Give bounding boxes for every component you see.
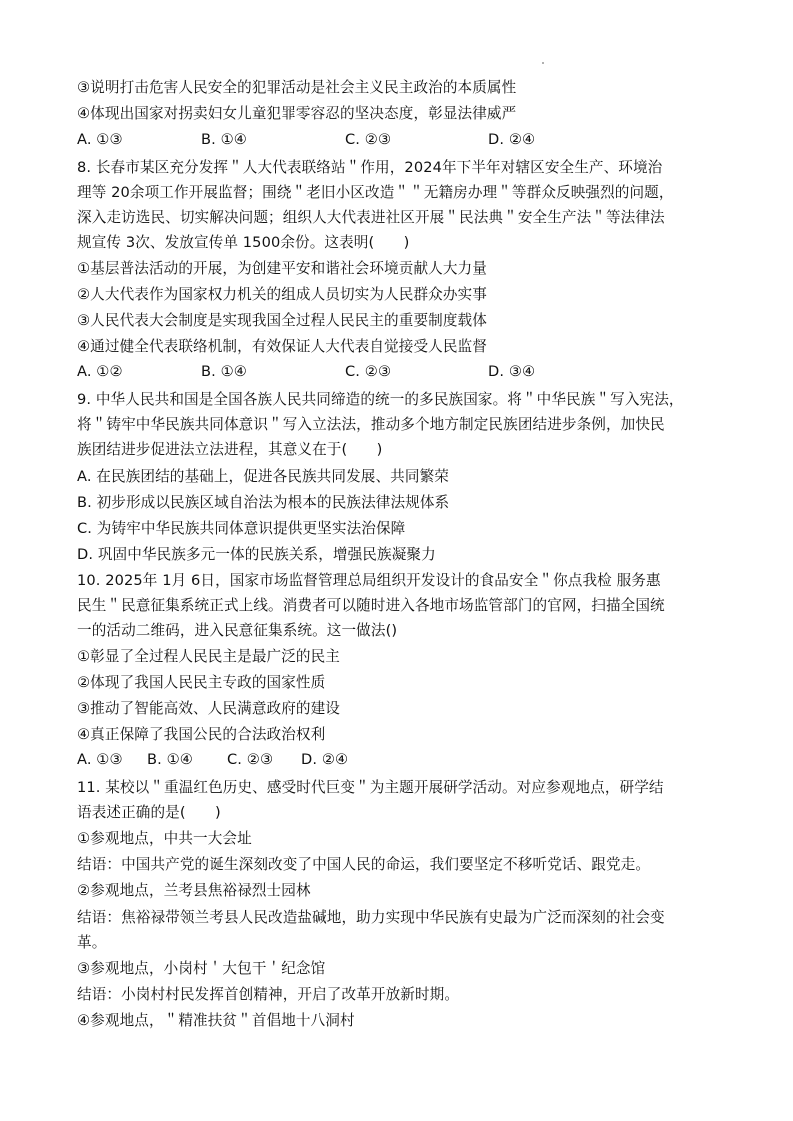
choice-d: D. ②④ xyxy=(301,751,349,768)
text-line: ④体现出国家对拐卖妇女儿童犯罪零容忍的坚决态度，彰显法律威严 xyxy=(77,105,517,122)
choice-a: A. ①② xyxy=(77,363,123,380)
choice-c-line: C. 为铸牢中华民族共同体意识提供更坚实法治保障 xyxy=(77,520,406,537)
choice-a: A. ①③ xyxy=(77,751,123,768)
text-line: 结语：焦裕禄带领兰考县人民改造盐碱地，助力实现中华民族有史最为广泛而深刻的社会变 xyxy=(77,909,665,926)
option-line: ①彰显了全过程人民民主是最广泛的民主 xyxy=(77,648,340,665)
answer-choices-q7 xyxy=(77,130,727,150)
question-9-stem: 9. 中华人民共和国是全国各族人民共同缔造的统一的多民族国家。将＂中华民族＂写入宪法， xyxy=(77,391,684,408)
question-10-stem: 10. 2025年 1月 6日，国家市场监督管理总局组织开发设计的食品安全＂你点我检 服务惠 xyxy=(77,572,661,589)
text-line: 革。 xyxy=(77,934,107,951)
text-line: 理等 20余项工作开展监督；围绕＂老旧小区改造＂＂无籍房办理＂等群众反映强烈的问题， xyxy=(77,184,674,201)
text-line: 一的活动二维码，进入民意征集系统。这一做法() xyxy=(77,622,398,639)
option-line: ①参观地点，中共一大会址 xyxy=(77,830,252,847)
option-line: ②人大代表作为国家权力机关的组成人员切实为人民群众办实事 xyxy=(77,286,487,303)
option-line: ③人民代表大会制度是实现我国全过程人民民主的重要制度载体 xyxy=(77,312,487,329)
answer-choices-q10 xyxy=(77,750,727,770)
choice-b: B. ①④ xyxy=(201,363,247,380)
choice-b: B. ①④ xyxy=(147,751,193,768)
text-line: 民生＂民意征集系统正式上线。消费者可以随时进入各地市场监管部门的官网，扫描全国统 xyxy=(77,597,665,614)
option-line: ③推动了智能高效、人民满意政府的建设 xyxy=(77,700,340,717)
text-line: 将＂铸牢中华民族共同体意识＂写入立法法，推动多个地方制定民族团结进步条例，加快民 xyxy=(77,416,665,433)
choice-d: D. ③④ xyxy=(488,363,536,380)
choice-a: A. ①③ xyxy=(77,131,123,148)
choice-d-line: D. 巩固中华民族多元一体的民族关系，增强民族凝聚力 xyxy=(77,546,436,563)
text-line: 族团结进步促进法立法进程，其意义在于( ) xyxy=(77,441,383,458)
choice-b: B. ①④ xyxy=(201,131,247,148)
choice-c: C. ②③ xyxy=(227,751,274,768)
choice-a-line: A. 在民族团结的基础上，促进各民族共同发展、共同繁荣 xyxy=(77,468,449,485)
choice-c: C. ②③ xyxy=(345,131,392,148)
text-line: 结语：小岗村村民发挥首创精神，开启了改革开放新时期。 xyxy=(77,986,460,1003)
text-line: 规宣传 3次、发放宣传单 1500余份。这表明( ) xyxy=(77,234,410,251)
text-line: 深入走访选民、切实解决问题；组织人大代表进社区开展＂民法典＂安全生产法＂等法律法 xyxy=(77,209,665,226)
option-line: ②体现了我国人民民主专政的国家性质 xyxy=(77,674,326,691)
choice-b-line: B. 初步形成以民族区域自治法为根本的民族法律法规体系 xyxy=(77,494,450,511)
option-line: ④参观地点，＂精准扶贫＂首倡地十八洞村 xyxy=(77,1012,355,1029)
option-line: ④通过健全代表联络机制，有效保证人大代表自觉接受人民监督 xyxy=(77,338,487,355)
choice-c: C. ②③ xyxy=(345,363,392,380)
text-line: ③说明打击危害人民安全的犯罪活动是社会主义民主政治的本质属性 xyxy=(77,79,517,96)
text-line: 语表述正确的是( ) xyxy=(77,804,221,821)
question-11-stem: 11. 某校以＂重温红色历史、感受时代巨变＂为主题开展研学活动。对应参观地点，研学结 xyxy=(77,779,664,796)
option-line: ③参观地点，小岗村＇大包干＇纪念馆 xyxy=(77,960,326,977)
option-line: ④真正保障了我国公民的合法政治权利 xyxy=(77,726,326,743)
option-line: ②参观地点，兰考县焦裕禄烈士园林 xyxy=(77,882,311,899)
text-line: 结语：中国共产党的诞生深刻改变了中国人民的命运，我们要坚定不移听党话、跟党走。 xyxy=(77,856,651,873)
question-8-stem: 8. 长春市某区充分发挥＂人大代表联络站＂作用，2024年下半年对辖区安全生产、环境治 xyxy=(77,159,663,176)
option-line: ①基层普法活动的开展，为创建平安和谐社会环境贡献人大力量 xyxy=(77,260,487,277)
choice-d: D. ②④ xyxy=(488,131,536,148)
scan-dot xyxy=(542,62,544,64)
answer-choices-q8 xyxy=(77,362,727,382)
